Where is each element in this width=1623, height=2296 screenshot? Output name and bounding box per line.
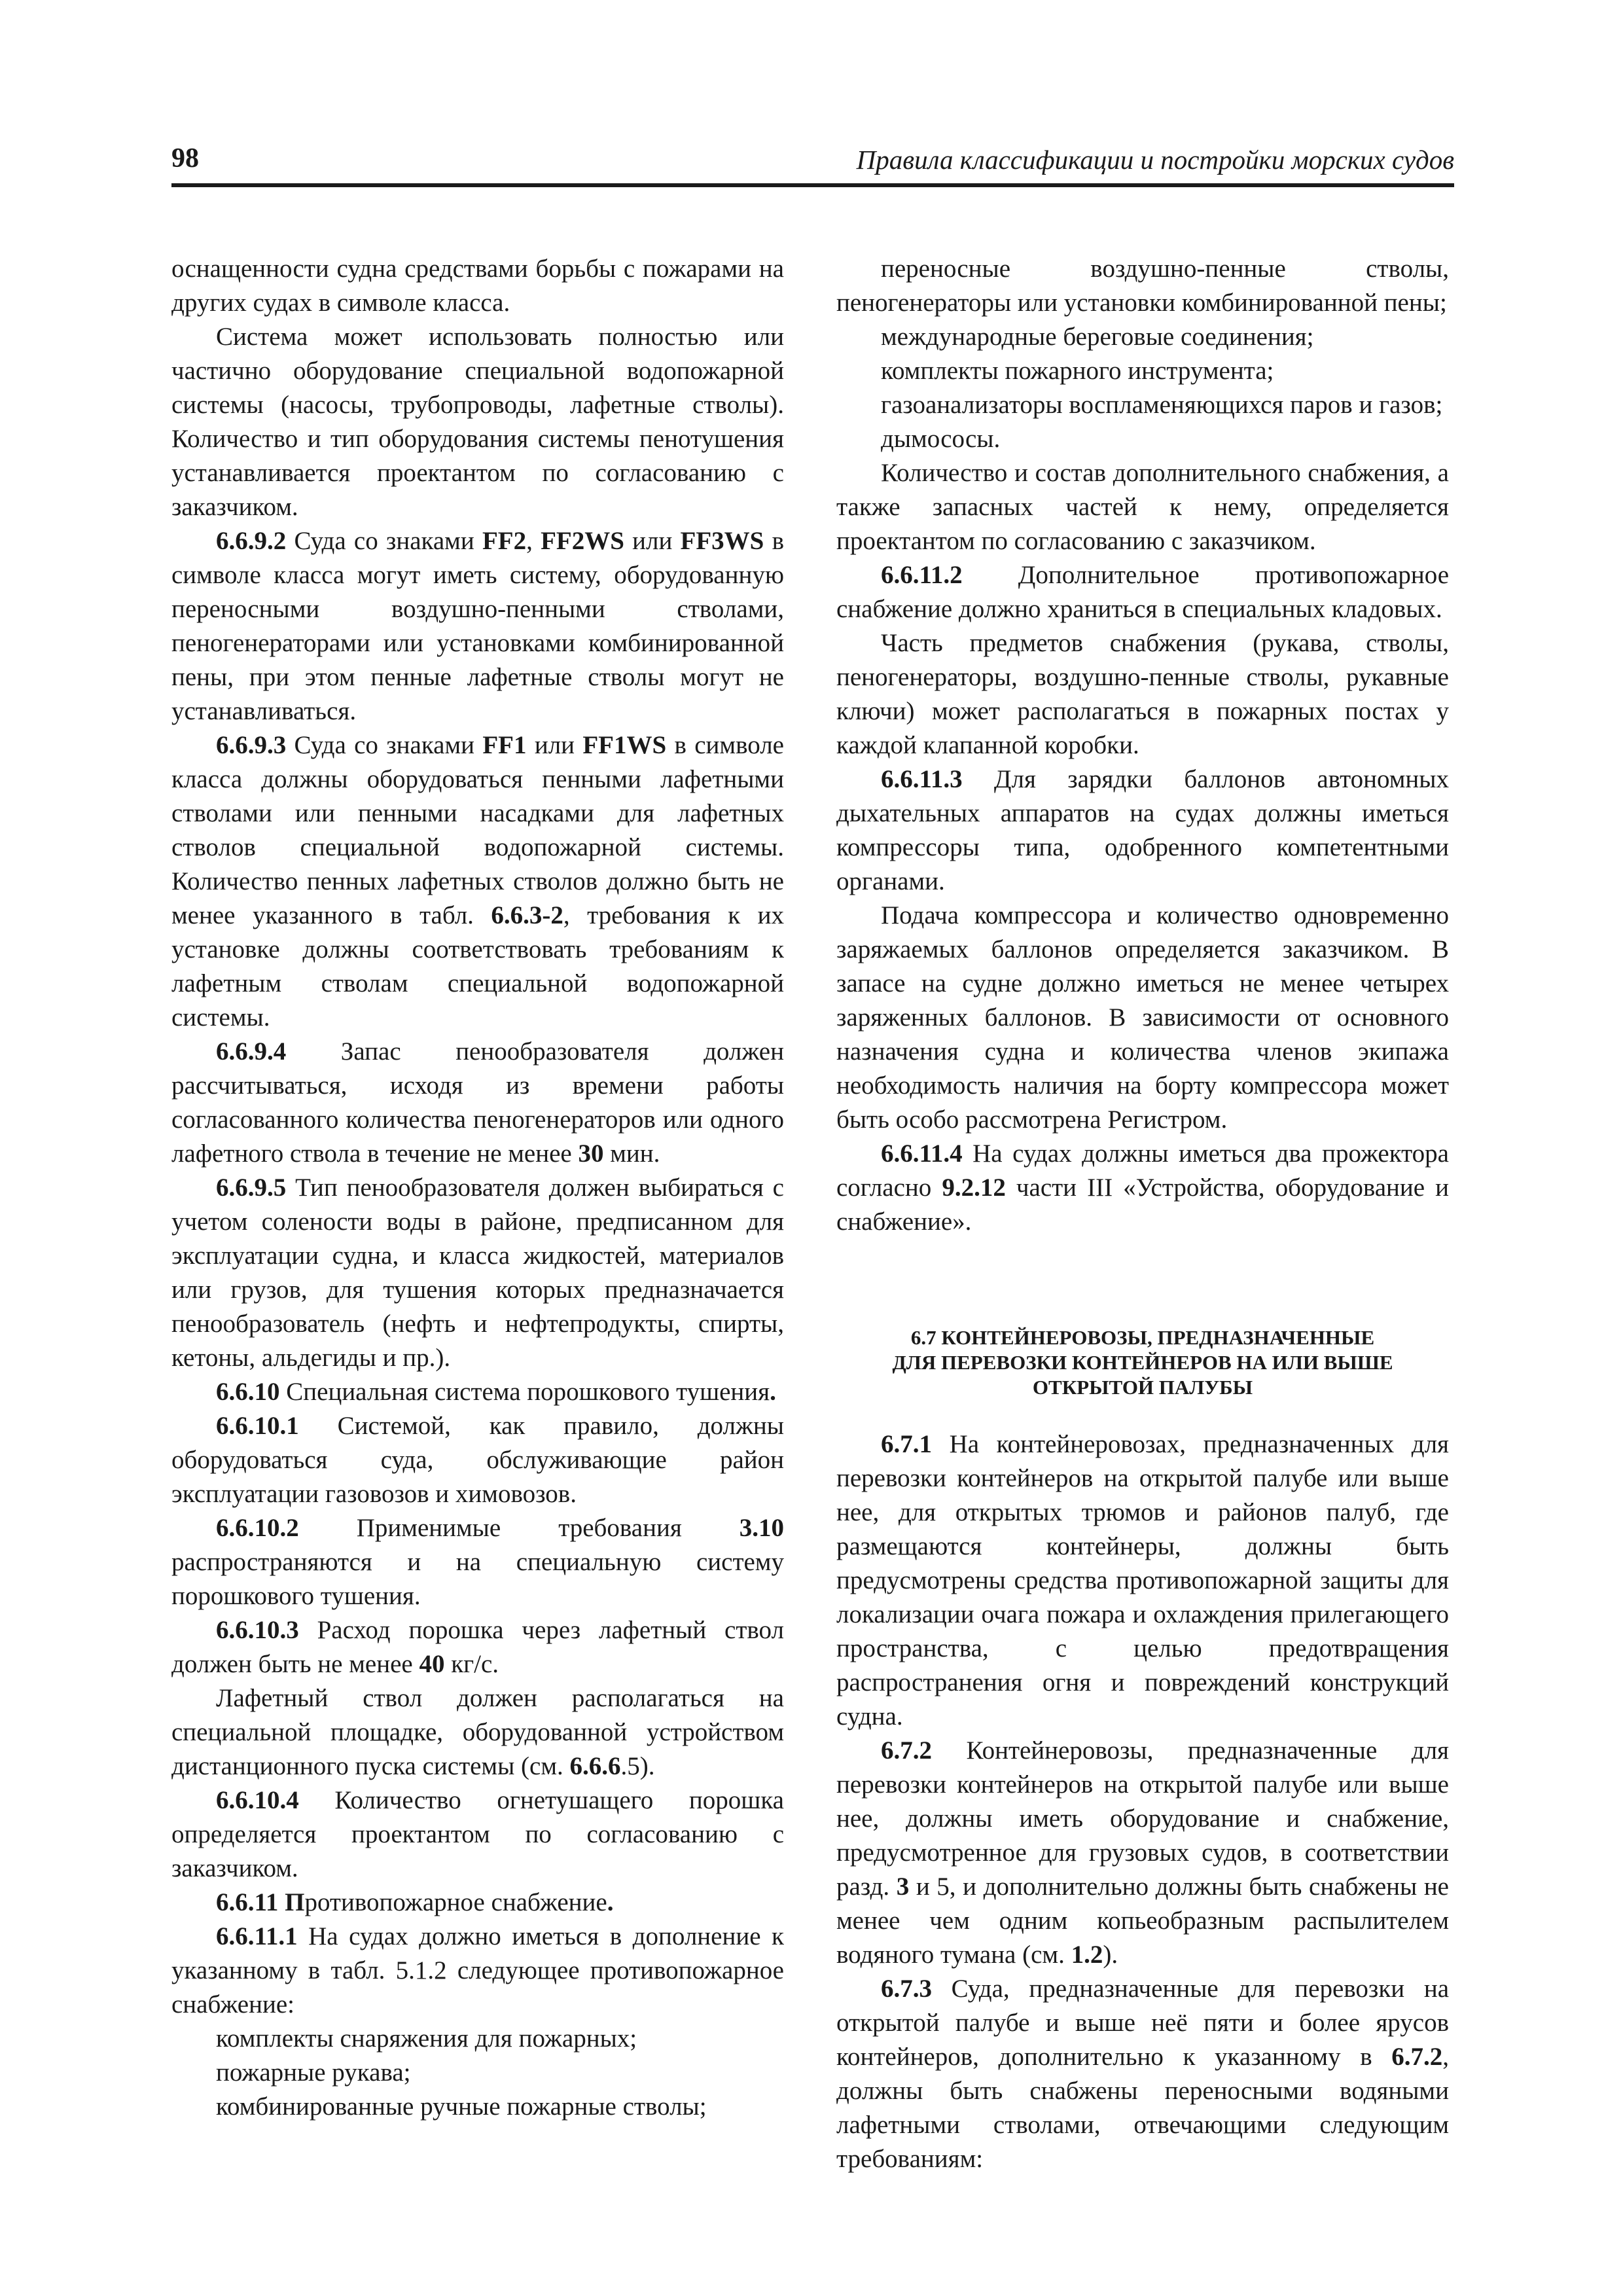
text-run: в символе класса должны оборудоваться пенными лафетными стволами или пенными насадками для лафетных стволов специальной водопожарной системы. Количество пенных лафетных стволов должно быть не менее указанного в табл. — [171, 731, 784, 929]
page-header — [171, 137, 1454, 187]
text-run: в символе класса могут иметь систему, оборудованную переносными воздушно-пенными стволами, пеногенераторами или установками комбинированной пены, при этом пенные лафетные стволы могут не устанавливаться. — [171, 527, 784, 725]
text-run: . — [607, 1888, 614, 1916]
paragraph — [836, 1734, 1449, 1972]
text-run: , требования к их установке должны соответствовать требованиям к лафетным стволам специальной водопожарной системы. — [171, 901, 784, 1031]
text-run: мин. — [603, 1139, 660, 1168]
section-heading-line: 6.7 КОНТЕЙНЕРОВОЗЫ, ПРЕДНАЗНАЧЕННЫЕ — [910, 1326, 1375, 1349]
list-item: газоанализаторы воспламеняющихся паров и газов; — [881, 391, 1443, 419]
text-run: Дополнительное противопожарное снабжение должно храниться в специальных кладовых. — [836, 561, 1449, 623]
text-run: , должны быть снабжены переносными водяными лафетными стволами, отвечающими следующим требованиям: — [836, 2043, 1449, 2173]
paragraph: Количество и состав дополнительного снабжения, а также запасных частей к нему, определяется проектантом по согласованию с заказчиком. — [836, 459, 1449, 555]
section-reference: 3.10 — [739, 1514, 784, 1542]
clause-number: 6.6.11 П — [216, 1888, 305, 1916]
paragraph — [171, 1681, 784, 1784]
section-reference: 3 — [896, 1873, 910, 1901]
paragraph: Подача компрессора и количество одновременно заряжаемых баллонов определяется заказчиком. В запасе на судне должно иметься не менее четырех заряженных баллонов. В зависимости от основного назначения судна и количества членов экипажа необходимость наличия на борту компрессора может быть особо рассмотрена Регистром. — [836, 901, 1449, 1134]
clause-number: 6.6.9.2 — [216, 527, 287, 555]
clause-number: 6.7.2 — [881, 1736, 932, 1765]
clause-number: 6.6.11.2 — [881, 561, 963, 589]
clause-number: 6.6.11.4 — [881, 1139, 963, 1168]
clause-number: 6.6.9.4 — [216, 1037, 287, 1066]
paragraph — [171, 524, 784, 728]
text-run: Расход порошка через лафетный ствол должен быть не менее — [171, 1616, 784, 1678]
text-run: На судах должно иметься в дополнение к указанному в табл. 5.1.2 следующее противопожарное снабжение: — [171, 1922, 784, 2018]
text-run: Лафетный ствол должен располагаться на специальной площадке, оборудованной устройством дистанционного пуска системы (см. — [171, 1684, 784, 1780]
section-reference: 9.2.12 — [942, 1174, 1006, 1202]
clause-number: 6.6.10.1 — [216, 1412, 299, 1440]
paragraph — [836, 558, 1449, 626]
clause-number: 6.7.1 — [881, 1430, 932, 1458]
text-run: части III «Устройства, оборудование и снабжение». — [836, 1174, 1450, 1236]
section-reference: 6.6.6 — [569, 1752, 621, 1780]
text-run: Запас пенообразователя должен рассчитываться, исходя из времени работы согласованного количества пеногенераторов или одного лафетного ствола в течение не менее — [171, 1037, 784, 1168]
text-run: ). — [1103, 1941, 1118, 1969]
paragraph — [171, 1171, 784, 1375]
value: 30 — [578, 1139, 604, 1168]
list-item: комбинированные ручные пожарные стволы; — [216, 2092, 707, 2121]
text-run: Тип пенообразователя должен выбираться с учетом солености воды в районе, предписанном для эксплуатации судна, и класса жидкостей, материалов или грузов, для тушения которых предназначается пенообразователь (нефть и нефтепродукты, спирты, кетоны, альдегиды и пр.). — [171, 1174, 784, 1372]
class-notation: FF2 — [482, 527, 527, 555]
clause-number: 6.6.9.3 — [216, 731, 287, 759]
text-run: Специальная система порошкового тушения — [279, 1378, 770, 1406]
section-heading — [836, 1325, 1449, 1400]
paragraph: Система может использовать полностью или частично оборудование специальной водопожарной системы (насосы, трубопроводы, лафетные стволы). Количество и тип оборудования системы пенотушения устанавливается проектантом по согласованию с заказчиком. — [171, 323, 784, 521]
paragraph — [836, 762, 1449, 899]
text-run: Количество огнетушащего порошка определяется проектантом по согласованию с заказчиком. — [171, 1786, 784, 1882]
text-run: Применимые требования — [298, 1514, 740, 1542]
text-run: распространяются и на специальную систему порошкового тушения. — [171, 1548, 784, 1610]
paragraph — [171, 1613, 784, 1681]
page-number: 98 — [171, 143, 199, 173]
list-item: переносные воздушно-пенные стволы, пеногенераторы или установки комбинированной пены; — [836, 255, 1449, 317]
paragraph — [836, 1972, 1449, 2176]
section-heading-line: ОТКРЫТОЙ ПАЛУБЫ — [1032, 1376, 1253, 1399]
paragraph — [171, 1035, 784, 1171]
text-run: Системой, как правило, должны оборудоваться суда, обслуживающие район эксплуатации газовозов и химовозов. — [171, 1412, 784, 1508]
text-run: Суда со знаками — [286, 731, 483, 759]
text-run: ротивопожарное снабжение — [304, 1888, 607, 1916]
list-item: пожарные рукава; — [216, 2058, 411, 2087]
text-run: , — [526, 527, 541, 555]
list-item: комплекты пожарного инструмента; — [881, 357, 1274, 385]
paragraph — [171, 1886, 784, 1920]
text-run: Суда, предназначенные для перевозки на открытой палубе и выше неё пяти и более ярусов контейнеров, дополнительно к указанному в — [836, 1975, 1449, 2071]
value: 40 — [419, 1650, 445, 1678]
text-run: .5). — [620, 1752, 655, 1780]
paragraph: оснащенности судна средствами борьбы с пожарами на других судах в символе класса. — [171, 255, 784, 317]
class-notation: FF2WS — [541, 527, 624, 555]
class-notation: FF3WS — [680, 527, 764, 555]
paragraph — [171, 1409, 784, 1511]
text-run: Суда со знаками — [286, 527, 482, 555]
paragraph — [171, 1375, 784, 1409]
paragraph — [836, 1427, 1449, 1734]
paragraph — [171, 1920, 784, 2022]
clause-number: 6.6.9.5 — [216, 1174, 287, 1202]
paragraph — [171, 1784, 784, 1886]
section-reference: 1.2 — [1071, 1941, 1103, 1969]
list-item: комплекты снаряжения для пожарных; — [216, 2024, 637, 2053]
clause-number: 6.7.3 — [881, 1975, 932, 2003]
section-reference: 6.7.2 — [1391, 2043, 1443, 2071]
text-run: На контейнеровозах, предназначенных для перевозки контейнеров на открытой палубе или выше нее, для открытых трюмов и районов палуб, где размещаются контейнеры, должны быть предусмотрены средства противопожарной защиты для локализации очага пожара и охлаждения прилегающего пространства, с целью предотвращения распространения огня и повреждений конструкций судна. — [836, 1430, 1449, 1731]
right-column — [836, 252, 1449, 2176]
paragraph — [836, 1137, 1449, 1239]
paragraph — [171, 728, 784, 1035]
text-run: или — [526, 731, 583, 759]
text-run: Для зарядки баллонов автономных дыхательных аппаратов на судах должны иметься компрессоры типа, одобренного компетентными органами. — [836, 765, 1449, 895]
clause-number: 6.6.11.1 — [216, 1922, 298, 1950]
running-title: Правила классификации и постройки морских судов — [856, 145, 1454, 175]
class-notation: FF1 — [482, 731, 527, 759]
paragraph — [171, 1511, 784, 1613]
text-run: Контейнеровозы, предназначенные для перевозки контейнеров на открытой палубе или выше нее, должны иметь оборудование и снабжение, предусмотренное для грузовых судов, в соответствии разд. — [836, 1736, 1449, 1901]
clause-number: 6.6.10 — [216, 1378, 280, 1406]
list-item: международные береговые соединения; — [881, 323, 1314, 351]
clause-number: 6.6.10.4 — [216, 1786, 299, 1814]
text-run: кг/с. — [444, 1650, 499, 1678]
clause-number: 6.6.10.3 — [216, 1616, 299, 1644]
table-reference: 6.6.3-2 — [491, 901, 563, 929]
list-item: дымососы. — [881, 425, 1001, 453]
paragraph: Часть предметов снабжения (рукава, стволы, пеногенераторы, воздушно-пенные стволы, рукавные ключи) может располагаться в пожарных постах у каждой клапанной коробки. — [836, 629, 1449, 759]
text-run: . — [770, 1378, 776, 1406]
text-run: или — [624, 527, 681, 555]
text-run: На судах должны иметься два прожектора согласно — [836, 1139, 1449, 1202]
clause-number: 6.6.10.2 — [216, 1514, 299, 1542]
clause-number: 6.6.11.3 — [881, 765, 963, 793]
class-notation: FF1WS — [582, 731, 667, 759]
section-heading-line: ДЛЯ ПЕРЕВОЗКИ КОНТЕЙНЕРОВ НА ИЛИ ВЫШЕ — [892, 1351, 1393, 1374]
left-column — [171, 252, 784, 2124]
text-run: и 5, и дополнительно должны быть снабжены не менее чем одним копьеобразным распылителем водяного тумана (см. — [836, 1873, 1449, 1969]
